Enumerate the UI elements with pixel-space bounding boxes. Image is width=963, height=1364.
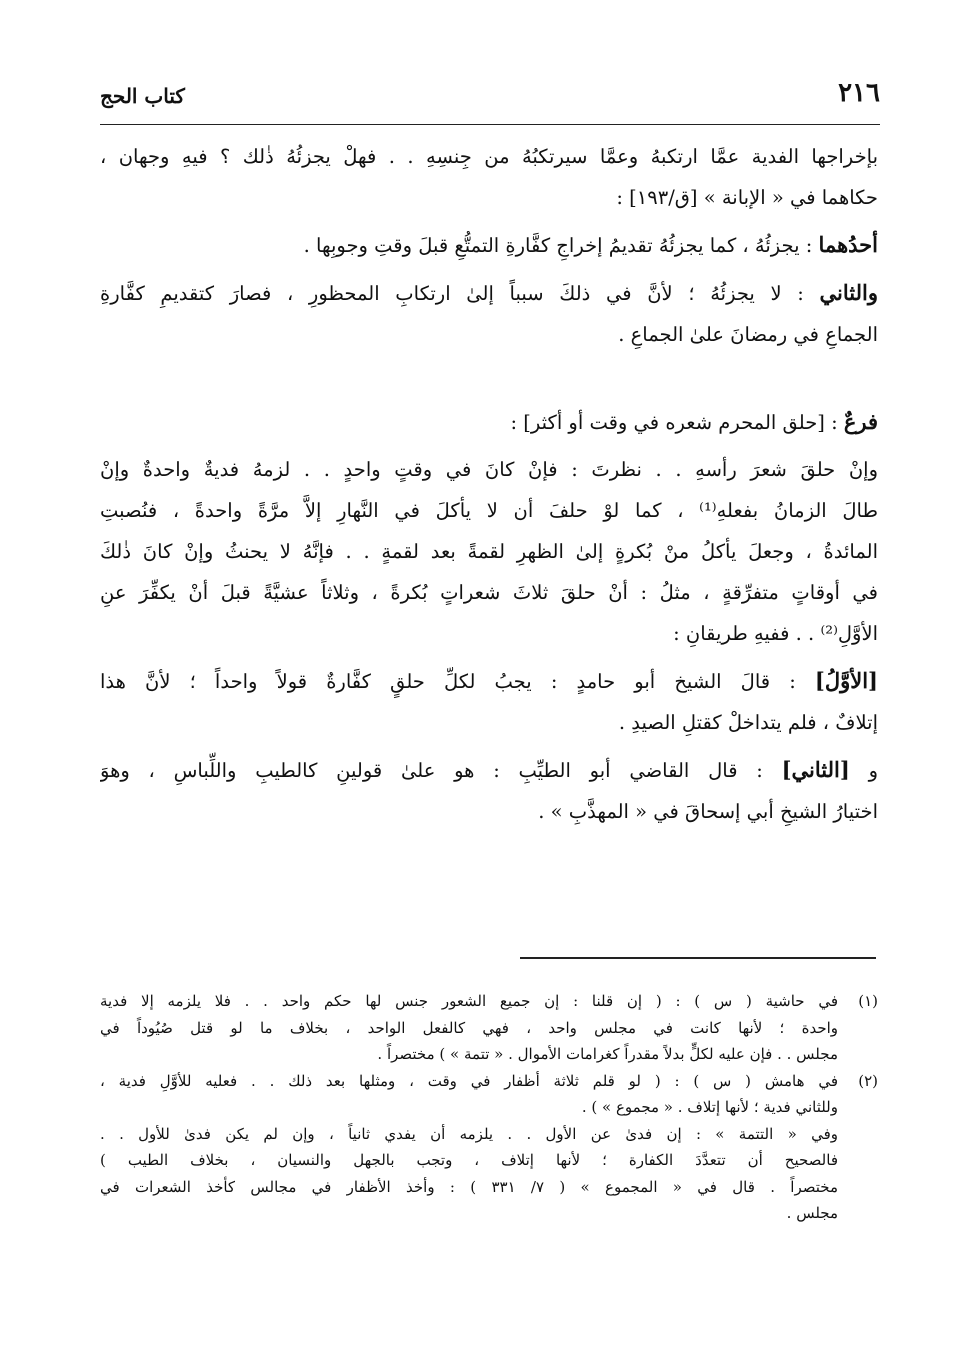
footnote-line: مجلس . (786, 1204, 838, 1222)
footnote-line: (٢)في هامش ( س ) : ( لو قلم ثلاثة أظفار في وقت ، ومثلها بعد ذلك . . فعليه للأوَّلِ فدية ، (100, 1068, 878, 1095)
second-view-label: والثاني (819, 280, 878, 305)
branch-label: فرعٌ (843, 409, 878, 434)
header-rule (100, 124, 880, 125)
text-line: طالَ الزمانُ بفعلهِ⁽¹⁾ ، كما لوْ حلفَ أن لا يأكلَ في النَّهارِ إلاَّ مرَّةً واحدةً ، فنُصبتِ (100, 499, 878, 522)
footnote-marker: (٢) (858, 1071, 878, 1090)
footnote-line: مجلس . . فإن عليه لكلٍّ بدلاً مقدراً كغرامات الأموال . « تتمة » ) مختصراً . (377, 1045, 838, 1063)
footnote-marker: (١) (858, 992, 878, 1010)
page-header (100, 78, 880, 122)
footnote-line: واحدة ؛ لأنها كانت في مجلس واحد ، فهي كالفعل الواحد ، بخلاف ما لو قتل صُيُوداً في (100, 1018, 838, 1037)
main-text (100, 136, 878, 832)
page-number: ٢١٦ (838, 78, 880, 108)
footnote-line: وللثاني فدية ؛ لأنها إتلاف . « مجموع » ) . (581, 1098, 838, 1116)
text-line: بإخراجها الفدية عمَّا ارتكبهُ وعمَّا سيرتكبُهُ من جِنسِهِ . . فهلْ يجزئُهُ ذٰلك ؟ فيهِ وجهان ، (100, 145, 878, 168)
text-line: و [الثاني] : قال القاضي أبو الطيِّبِ : هو علىٰ قولينِ كالطيبِ واللِّباسِ ، وهوَ (100, 757, 878, 782)
footnote-rule (520, 957, 876, 959)
footnotes (100, 988, 878, 1227)
first-method-label: [الأوَّلُ] (814, 668, 878, 693)
running-title: كتاب الحج (100, 84, 185, 108)
footnote-line: (١)في حاشية ( س ) : ( إن قلنا : إن جميع الشعور جنس لها حكم واحد . . فلا يلزمه إلا فدية (100, 988, 878, 1015)
text-line: في أوقاتٍ متفرِّقةٍ ، مثلُ : أنْ حلقَ ثلاثَ شعراتٍ بُكرةً ، وثلاثاً عشيَّةً قبلَ أنْ يكفِّرَ عنِ (100, 581, 878, 604)
text-line: [الأوَّلُ] : قالَ الشيخ أبو حامدٍ : يجبُ لكلِّ حلقٍ كفَّارةٌ قولاً واحداً ؛ لأنَّ هذا (100, 668, 878, 693)
second-method-label: [الثاني] (781, 757, 850, 782)
section-heading: فرعٌ : [حلق المحرم شعره في وقت أو أكثر] : (510, 409, 878, 434)
text-line: المائدةُ ، وجعلَ يأكلُ منْ بُكرةٍ إلىٰ الظهرِ لقمةً بعد لقمةٍ . . فإنَّهُ لا يحنثُ وإنْ كانَ ذٰلكَ (100, 540, 878, 563)
text-line: وإنْ حلقَ شعرَ رأسهِ . . نظرتَ : فإنْ كانَ في وقتٍ واحدٍ . . لزمهُ فديةٌ واحدةٌ وإنْ (100, 458, 878, 481)
text-line: أحدُهما : يجزئُهُ ، كما يجزئُهُ تقديمُ إخراجِ كفَّارةِ التمتُّعِ قبلَ وقتِ وجوبِها . (303, 232, 878, 257)
text-line: والثاني : لا يجزئُهُ ؛ لأنَّ في ذلكَ سبباً إلىٰ ارتكابِ المحظورِ ، فصارَ كتقديمِ كفَّارةِ (100, 280, 878, 305)
first-view-label: أحدُهما (818, 232, 878, 257)
footnote-line: فالصحيح أن تتعدَّدَ الكفارة ؛ لأنها إتلاف ، وتجب بالجهل والنسيان ، بخلاف الطيب ) (100, 1151, 838, 1169)
text-line: اختيارُ الشيخِ أبي إسحاقَ في « المهذَّبِ » . (538, 800, 878, 823)
footnote-line: وفي « التتمة » : إن فدىٰ عن الأول . . يلزمه أن يفدي ثانياً ، وإن لم يكن فدىٰ للأول . . (100, 1124, 838, 1143)
text-line: حكاهما في « الإبانة » [ق/١٩٣] : (616, 186, 878, 209)
text-line: الجماعِ في رمضانَ علىٰ الجماعِ . (618, 323, 878, 346)
text-line: الأوَّلِ⁽²⁾ . . ففيهِ طريقانِ : (673, 622, 878, 645)
footnote-line: مختصراً . قال في « المجموع » ( ٧/ ٣٣١ ) : وأخذ الأظفار في مجالس كأخذ الشعرات في (100, 1177, 839, 1196)
text-line: إتلافٌ ، فلم يتداخلْ كقتلِ الصيدِ . (618, 711, 878, 734)
